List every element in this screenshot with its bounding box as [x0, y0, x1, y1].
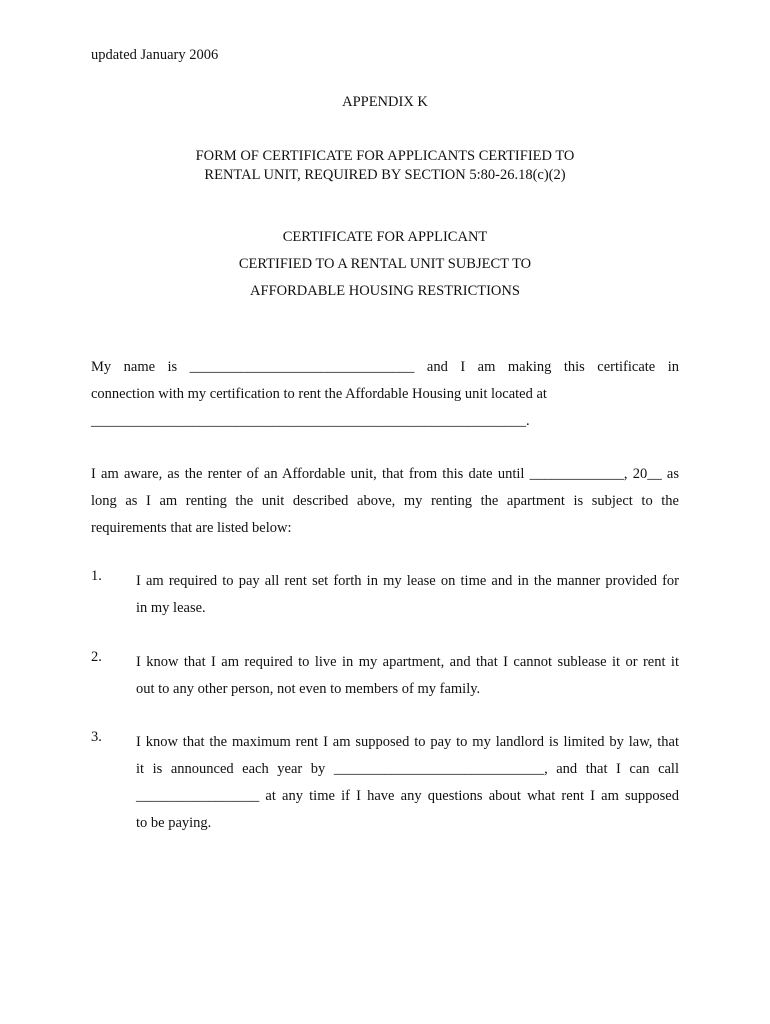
requirement-line: I know that the maximum rent I am supposed to pay to my landlord is limited by law, that — [136, 734, 679, 750]
requirement-line: in my lease. — [136, 600, 206, 616]
awareness-line-2: long as I am renting the unit described above, my renting the apartment is subject to the — [91, 493, 679, 509]
requirement-line: I know that I am required to live in my apartment, and that I cannot sublease it or rent it — [136, 654, 679, 670]
requirement-line: out to any other person, not even to members of my family. — [136, 681, 481, 697]
certificate-heading-line-2: CERTIFIED TO A RENTAL UNIT SUBJECT TO — [238, 256, 532, 272]
appendix-title: APPENDIX K — [342, 94, 428, 110]
awareness-paragraph — [91, 461, 679, 542]
form-title-line-1: FORM OF CERTIFICATE FOR APPLICANTS CERTIFIED TO — [195, 148, 575, 164]
intro-paragraph — [91, 354, 679, 435]
requirement-number: 3. — [91, 729, 102, 745]
awareness-line-1: I am aware, as the renter of an Affordable unit, that from this date until _____________, 20__ as — [91, 466, 679, 482]
form-title — [0, 147, 770, 185]
requirement-text — [136, 649, 679, 703]
form-title-line-2: RENTAL UNIT, REQUIRED BY SECTION 5:80-26.18(c)(2) — [204, 167, 566, 183]
requirement-text — [136, 729, 679, 837]
requirement-line: it is announced each year by _____________________________, and that I can call — [136, 761, 679, 777]
certificate-heading — [0, 224, 770, 305]
requirement-number: 1. — [91, 568, 102, 584]
intro-line-2: connection with my certification to rent the Affordable Housing unit located at — [91, 386, 547, 402]
requirement-text — [136, 568, 679, 622]
updated-date: updated January 2006 — [91, 47, 219, 63]
awareness-line-3: requirements that are listed below: — [91, 520, 292, 536]
requirement-line: to be paying. — [136, 815, 212, 831]
certificate-heading-line-3: AFFORDABLE HOUSING RESTRICTIONS — [250, 283, 520, 299]
requirement-line: I am required to pay all rent set forth in my lease on time and in the manner provided for — [136, 573, 679, 589]
intro-line-1: My name is _______________________________ and I am making this certificate in — [91, 359, 679, 375]
intro-line-3: ____________________________________________________________. — [91, 413, 530, 429]
certificate-heading-line-1: CERTIFICATE FOR APPLICANT — [282, 229, 488, 245]
requirement-line: _________________ at any time if I have any questions about what rent I am supposed — [136, 788, 679, 804]
requirement-number: 2. — [91, 649, 102, 665]
